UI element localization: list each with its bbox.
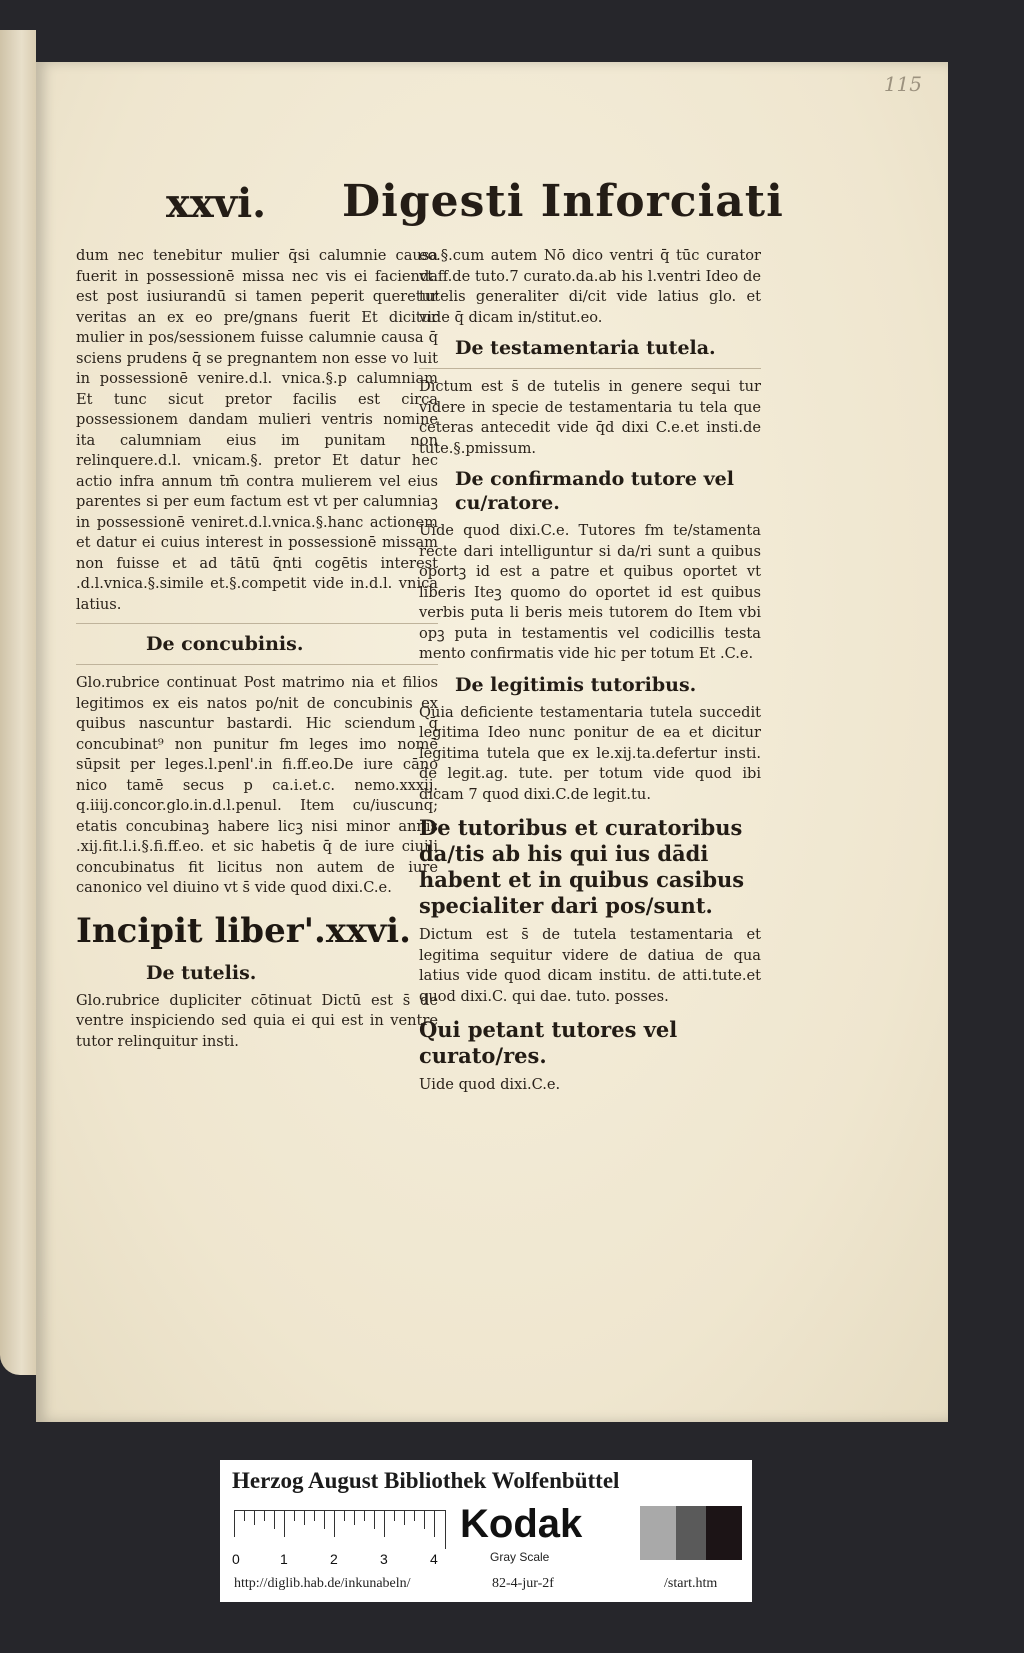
library-name: Herzog August Bibliothek Wolfenbüttel	[232, 1468, 620, 1493]
ruler-tick	[374, 1511, 375, 1529]
ruler-tick	[394, 1511, 395, 1521]
previous-page-edge	[0, 30, 36, 1375]
shelfmark: 82-4-jur-2f	[492, 1576, 554, 1591]
heading-de-concubinis: De concubinis.	[146, 633, 304, 655]
divider	[76, 623, 438, 624]
ruler-label: 0	[232, 1551, 240, 1567]
running-head-number: xxvi.	[166, 180, 267, 227]
right-paragraph-1: eo.§.cum autem Nō dico ventri q̄ tūc curator vt.ff.de tuto.7 curato.da.ab his l.ventri Ideo de tutelis generaliter di/cit vide latius glo. et vide q̄ dicam in/stitut.eo.	[419, 247, 761, 326]
ruler-tick	[384, 1511, 385, 1537]
folio-number: 115	[883, 72, 922, 96]
ruler-tick	[244, 1511, 245, 1521]
digital-library-url: http://diglib.hab.de/inkunabeln/	[234, 1576, 411, 1591]
left-column	[76, 246, 438, 1058]
scale-ruler	[232, 1510, 446, 1567]
right-paragraph-6: Uide quod dixi.C.e.	[419, 1076, 561, 1093]
heading-de-legitimis-tutoribus: De legitimis tutoribus.	[455, 673, 697, 696]
heading-de-confirmando-tutore: De confirmando tutore vel cu/ratore.	[455, 468, 734, 514]
kodak-logo: Kodak	[460, 1502, 583, 1546]
right-paragraph-4: Quia deficiente testamentaria tutela succedit legitima Ideo nunc ponitur de ea et dicitur legitima tutela que ex le.xij.ta.defertur insti. de legit.ag. tute. per totum vide quod ibi dicam 7 quod dixi.C.de legit.tu.	[419, 703, 761, 803]
ruler-tick	[364, 1511, 365, 1521]
ruler-tick	[234, 1511, 235, 1537]
ruler-tick	[254, 1511, 255, 1525]
ruler-tick	[294, 1511, 295, 1521]
divider	[419, 368, 761, 369]
gray-swatch-mid	[676, 1506, 706, 1560]
manuscript-page	[36, 62, 948, 1422]
gray-swatch-light	[640, 1506, 676, 1560]
heading-de-tutelis: De tutelis.	[146, 961, 257, 984]
ruler-tick	[274, 1511, 275, 1529]
ruler-tick	[354, 1511, 355, 1525]
ruler-tick	[344, 1511, 345, 1521]
ruler-label: 3	[380, 1551, 388, 1567]
url-suffix: /start.htm	[664, 1576, 718, 1591]
running-head	[36, 176, 948, 240]
ruler-label: 2	[330, 1551, 338, 1567]
ruler-tick	[334, 1511, 335, 1537]
library-calibration-card	[220, 1460, 752, 1602]
heading-de-tutoribus-et-curatoribus: De tutoribus et curatoribus da/tis ab his qui ius dādi habent et in quibus casibus specialiter dari pos/sunt.	[419, 815, 745, 918]
gray-scale-label: Gray Scale	[490, 1550, 550, 1564]
ruler-tick	[304, 1511, 305, 1525]
ruler-tick	[424, 1511, 425, 1529]
heading-qui-petant-tutores: Qui petant tutores vel curato/res.	[419, 1017, 678, 1068]
ruler-tick	[404, 1511, 405, 1525]
left-paragraph-2: Glo.rubrice continuat Post matrimo nia et filios legitimos ex eis natos po/nit de concubinis ex quibus nascuntur bastardi. Hic sciendum q̄ concubinat⁹ non punitur fm leges imo nomē sūpsit per leges.l.penl'.in fi.ff.eo.De iure cāno nico tamē secus p ca.i.et.c. nemo.xxxij. q.iiij.concor.glo.in.d.l.penul. Item cu/iuscunq; etatis concubinaꝫ habere licꝫ nisi minor annis .xij.fit.l.i.§.fi.ff.eo. et sic habetis q̄ de iure ciuili concubinatus fit licitus non autem de iure canonico vel diuino vt s̄ vide quod dixi.C.e.	[76, 674, 438, 896]
right-paragraph-5: Dictum est s̄ de tutela testamentaria et legitima sequitur videre de datiua de qua latius vide quod dicam institu. de atti.tute.et quod dixi.C. qui dae. tuto. posses.	[419, 926, 761, 1005]
divider	[76, 664, 438, 665]
right-paragraph-2: Dictum est s̄ de tutelis in genere sequi tur videre in specie de testamentaria tu tela que ceteras antecedit vide q̄d dixi C.e.et insti.de tute.§.pmissum.	[419, 378, 761, 457]
right-paragraph-3: Uide quod dixi.C.e. Tutores fm te/stamenta recte dari intelliguntur si da/ri sunt a quibus oportꝫ id est a patre et quibus oportet vt liberis Iteꝫ quomo do oportet id est quibus verbis puta li beris meis tutorem do Item vbi opꝫ puta in testamentis vel codicillis testa mento confirmatis vide hic per totum Et .C.e.	[419, 522, 761, 662]
left-paragraph-1: dum nec tenebitur mulier q̄si calumnie causa fuerit in possessionē missa nec vis ei facienda est post iusiurandū si tamen peperit queretur veritas an ex eo pre/gnans fuerit Et dicitur mulier in pos/sessionem fuisse calumnie causa q̄ sciens prudens q̄ se pregnantem non esse vo luit in possessionē venire.d.l. vnica.§.p calumniam Et tunc sicut pretor facilis est circa possessionem dandam mulieri ventris nomine ita calumniam eius im punitam non relinquere.d.l. vnicam.§. pretor Et datur hec actio infra annum tm̄ contra mulierem vel eius parentes si per eum factum est vt per calumniaꝫ in possessionē veniret.d.l.vnica.§.hanc actionem et datur ei cuius interest in possessionē missam non fuisse et ad tātū q̄nti cogētis interest .d.l.vnica.§.simile et.§.competit vide in.d.l. vnica latius.	[76, 247, 438, 613]
left-paragraph-3: Glo.rubrice dupliciter cōtinuat Dictū est s̄ de ventre inspiciendo sed quia ei qui est in ventre tutor relinquitur insti.	[76, 991, 438, 1050]
running-head-title: Digesti Inforciati	[342, 176, 784, 227]
ruler-label: 4	[430, 1551, 438, 1567]
ruler-tick	[264, 1511, 265, 1521]
ruler-tick	[284, 1511, 285, 1537]
heading-incipit-liber: Incipit liber'.xxvi.	[76, 910, 411, 951]
right-column	[419, 246, 761, 1102]
ruler-label: 1	[280, 1551, 288, 1567]
ruler-tick	[314, 1511, 315, 1521]
gray-swatch-dark	[706, 1506, 742, 1560]
heading-de-testamentaria-tutela: De testamentaria tutela.	[455, 337, 716, 359]
ruler-tick	[324, 1511, 325, 1529]
ruler-tick	[434, 1511, 435, 1537]
ruler-tick	[414, 1511, 415, 1521]
ruler-tick	[445, 1511, 446, 1549]
